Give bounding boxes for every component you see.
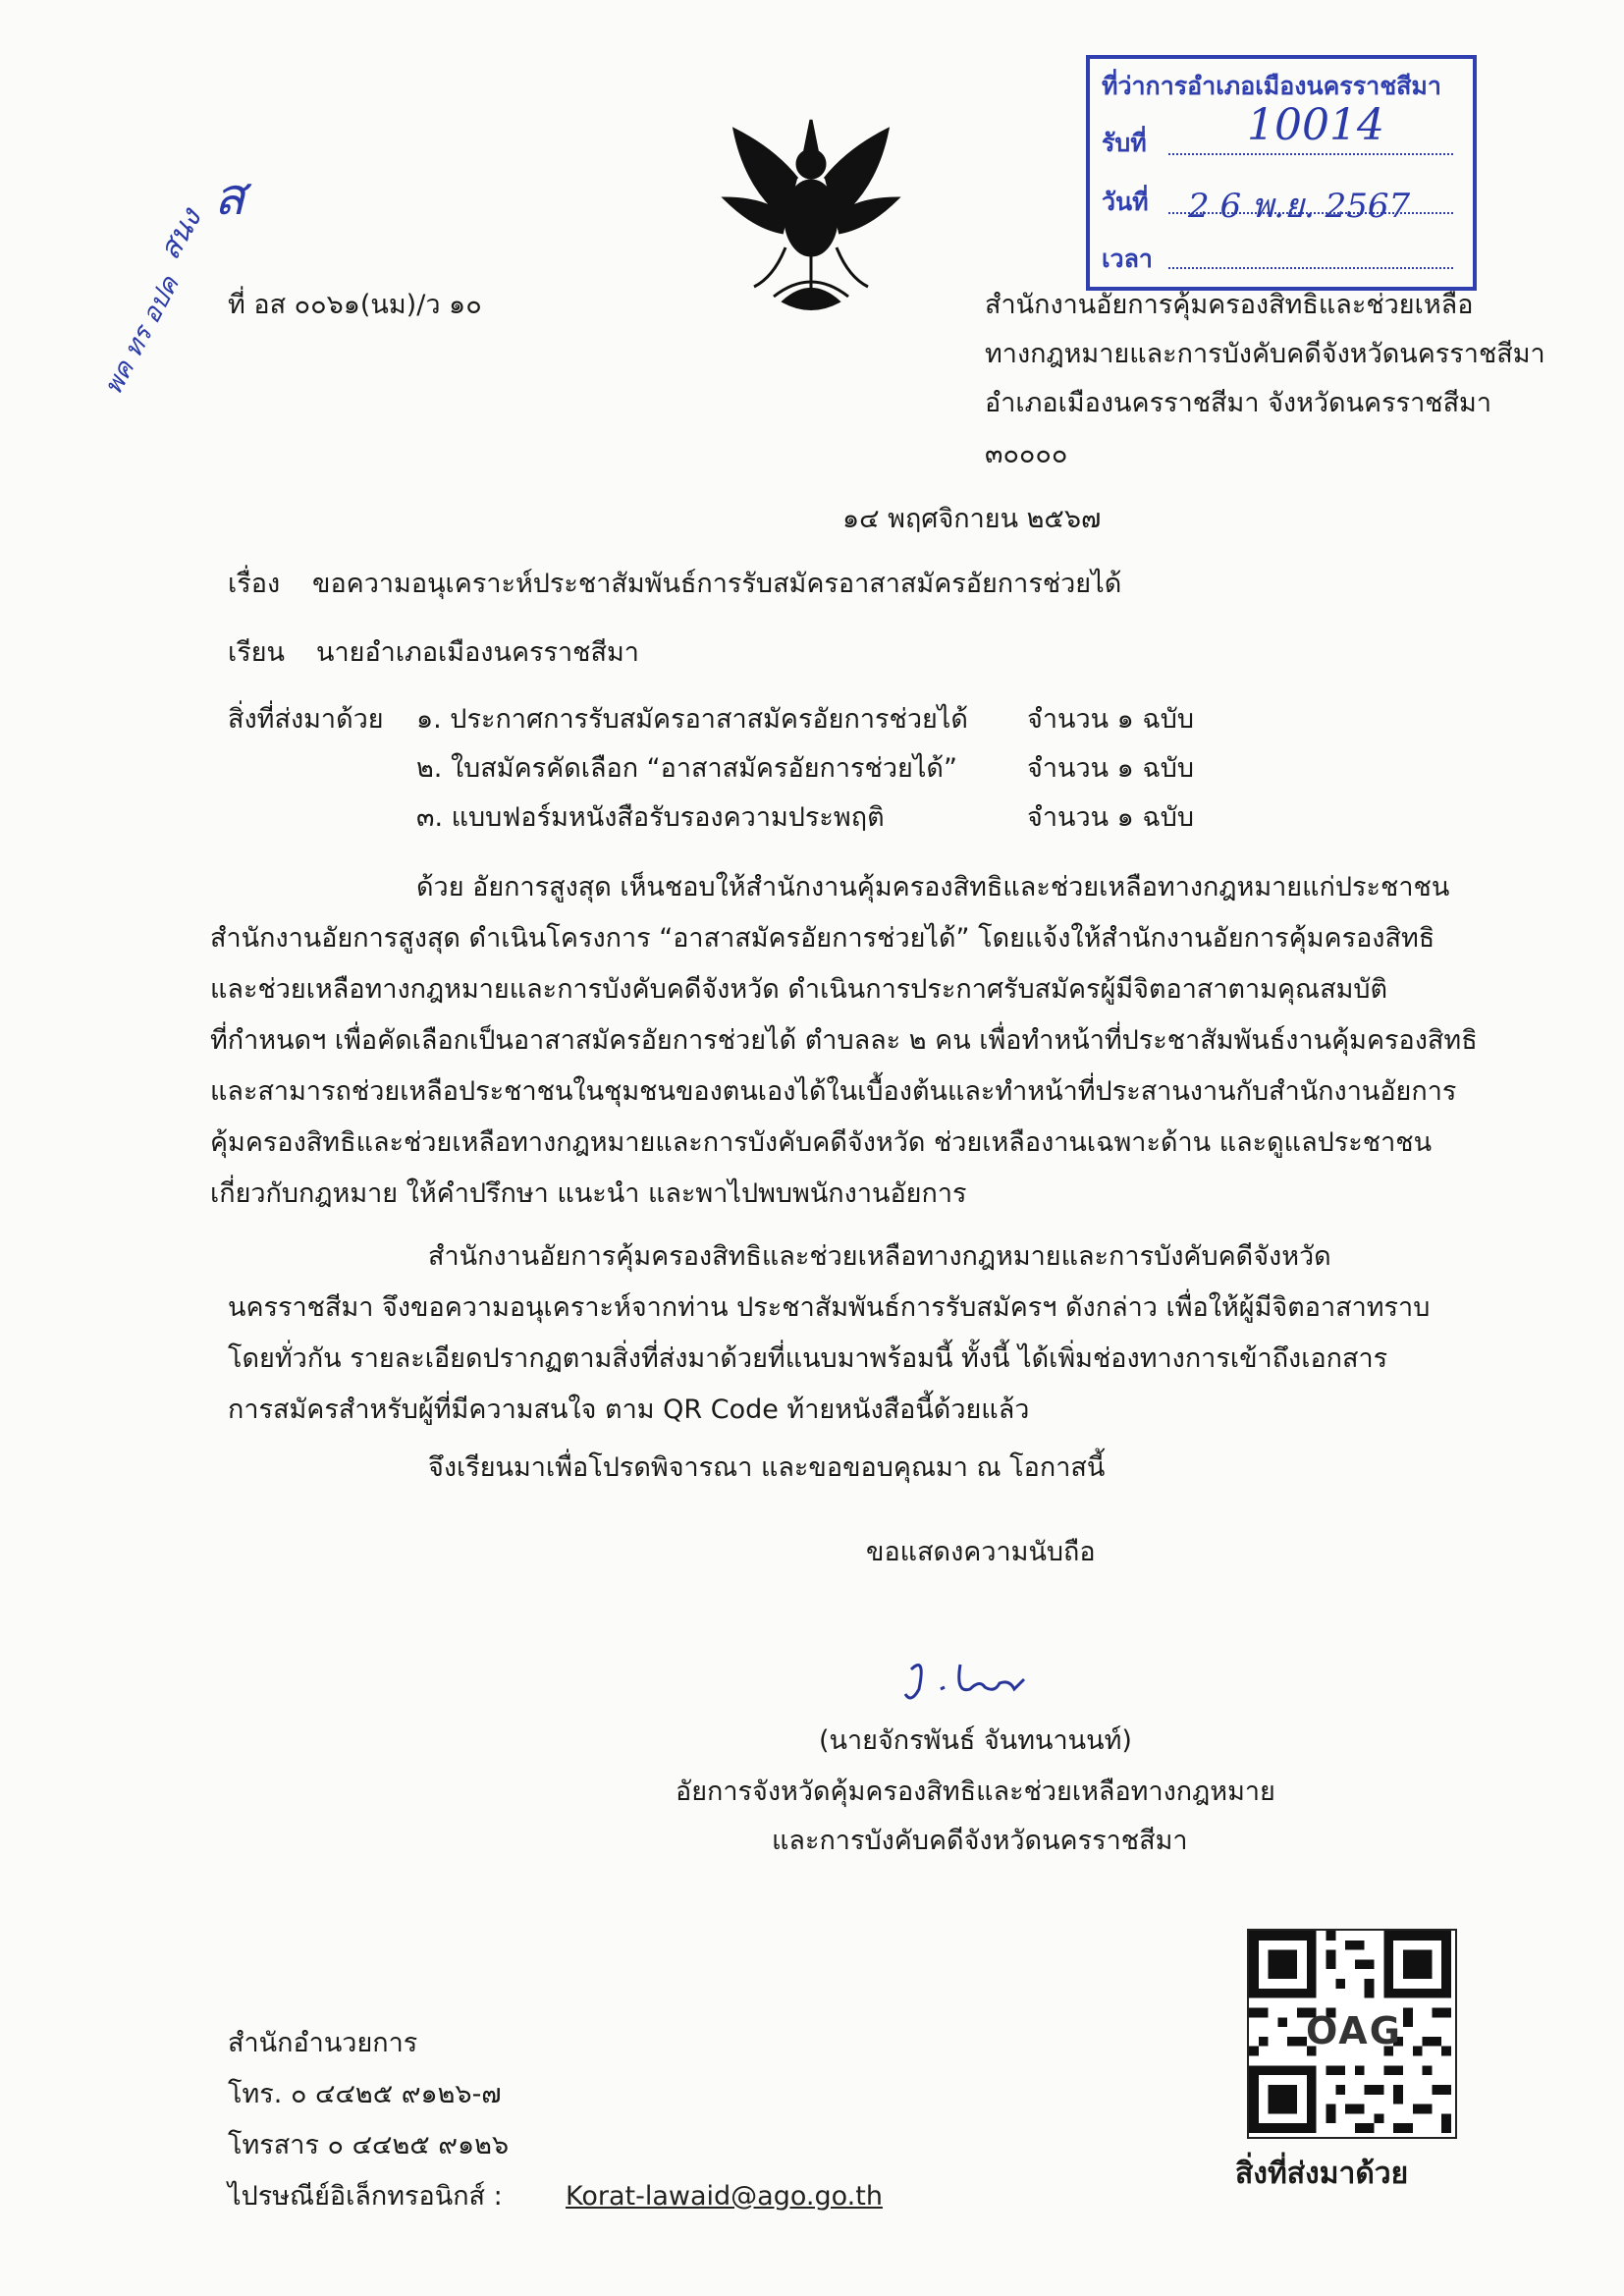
recipient-label: เรียน bbox=[228, 637, 286, 668]
enclosures-label: สิ่งที่ส่งมาด้วย bbox=[228, 704, 384, 735]
sender-address-line: ทางกฎหมายและการบังคับคดีจังหวัดนครราชสีมา bbox=[985, 339, 1545, 369]
signer-title-line: และการบังคับคดีจังหวัดนครราชสีมา bbox=[772, 1826, 1188, 1856]
body-line: การสมัครสำหรับผู้ที่มีความสนใจ ตาม QR Code ท้ายหนังสือนี้ด้วยแล้ว bbox=[228, 1394, 1030, 1425]
document-number: ที่ อส ๐๐๖๑(นม)/ว ๑๐ bbox=[228, 290, 482, 320]
enclosure-qty: จำนวน ๑ ฉบับ bbox=[1027, 802, 1195, 833]
body-line: และช่วยเหลือทางกฎหมายและการบังคับคดีจังหวัด ดำเนินการประกาศรับสมัครผู้มีจิตอาสาตามคุณสมบัติ bbox=[210, 974, 1388, 1005]
recipient: นายอำเภอเมืองนครราชสีมา bbox=[316, 637, 639, 668]
receipt-stamp bbox=[1086, 55, 1477, 291]
sender-address-line: อำเภอเมืองนครราชสีมา จังหวัดนครราชสีมา bbox=[985, 388, 1492, 418]
document-date: ๑๔ พฤศจิกายน ๒๕๖๗ bbox=[842, 504, 1102, 534]
body-line: และสามารถช่วยเหลือประชาชนในชุมชนของตนเองได้ในเบื้องต้นและทำหน้าที่ประสานงานกับสำนักงานอัยการ bbox=[210, 1076, 1457, 1107]
body-line: สำนักงานอัยการคุ้มครองสิทธิและช่วยเหลือทางกฎหมายและการบังคับคดีจังหวัด bbox=[428, 1241, 1331, 1272]
contact-email-label: ไปรษณีย์อิเล็กทรอนิกส์ : bbox=[228, 2181, 503, 2212]
signer-title-line: อัยการจังหวัดคุ้มครองสิทธิและช่วยเหลือทางกฎหมาย bbox=[676, 1777, 1275, 1807]
body-line: นครราชสีมา จึงขอความอนุเคราะห์จากท่าน ประชาสัมพันธ์การรับสมัครฯ ดังกล่าว เพื่อให้ผู้มีจิตอาสาทราบ bbox=[228, 1292, 1431, 1323]
stamp-date-value: 2 6 พ.ย. 2567 bbox=[1188, 187, 1411, 226]
body-line: ที่กำหนดฯ เพื่อคัดเลือกเป็นอาสาสมัครอัยการช่วยได้ ตำบลละ ๒ คน เพื่อทำหน้าที่ประชาสัมพันธ์งานคุ้มครองสิทธิ bbox=[210, 1025, 1478, 1056]
margin-note: สนง bbox=[152, 202, 209, 266]
body-line: ด้วย อัยการสูงสุด เห็นชอบให้สำนักงานคุ้มครองสิทธิและช่วยเหลือทางกฎหมายแก่ประชาชน bbox=[416, 872, 1450, 902]
qr-logo: OAG bbox=[1306, 2009, 1402, 2052]
enclosure-qty: จำนวน ๑ ฉบับ bbox=[1027, 704, 1195, 735]
enclosure-item: ๑. ประกาศการรับสมัครอาสาสมัครอัยการช่วยได้ bbox=[416, 704, 968, 735]
stamp-time-label: เวลา bbox=[1102, 245, 1153, 273]
margin-note: ส bbox=[214, 168, 245, 227]
subject: ขอความอนุเคราะห์ประชาสัมพันธ์การรับสมัครอาสาสมัครอัยการช่วยได้ bbox=[312, 569, 1122, 599]
closing: ขอแสดงความนับถือ bbox=[866, 1537, 1096, 1567]
subject-label: เรื่อง bbox=[228, 569, 281, 599]
contact-fax: โทรสาร ๐ ๔๔๒๕ ๙๑๒๖ bbox=[228, 2130, 510, 2160]
sender-address-line: สำนักงานอัยการคุ้มครองสิทธิและช่วยเหลือ bbox=[985, 290, 1474, 320]
qr-caption: สิ่งที่ส่งมาด้วย bbox=[1235, 2157, 1409, 2191]
body-line: เกี่ยวกับกฎหมาย ให้คำปรึกษา แนะนำ และพาไปพบพนักงานอัยการ bbox=[210, 1178, 967, 1209]
margin-note: พค ทร อปค bbox=[98, 271, 186, 400]
enclosure-qty: จำนวน ๑ ฉบับ bbox=[1027, 753, 1195, 784]
contact-email-link[interactable]: Korat-lawaid@ago.go.th bbox=[566, 2181, 883, 2212]
stamp-office: ที่ว่าการอำเภอเมืองนครราชสีมา bbox=[1102, 72, 1441, 100]
body-line: สำนักงานอัยการสูงสุด ดำเนินโครงการ “อาสาสมัครอัยการช่วยได้” โดยแจ้งให้สำนักงานอัยการคุ้มครองสิทธิ bbox=[210, 923, 1435, 954]
body-line: คุ้มครองสิทธิและช่วยเหลือทางกฎหมายและการบังคับคดีจังหวัด ช่วยเหลืองานเฉพาะด้าน และดูแลประชาชน bbox=[210, 1127, 1433, 1158]
closing-request: จึงเรียนมาเพื่อโปรดพิจารณา และขอขอบคุณมา ณ โอกาสนี้ bbox=[428, 1452, 1106, 1483]
enclosure-item: ๓. แบบฟอร์มหนังสือรับรองความประพฤติ bbox=[416, 802, 885, 833]
sender-address-line: ๓๐๐๐๐ bbox=[985, 439, 1068, 469]
signature bbox=[901, 1650, 1058, 1709]
stamp-receive-label: รับที่ bbox=[1102, 129, 1147, 157]
stamp-receive-no: 10014 bbox=[1247, 100, 1384, 150]
stamp-date-label: วันที่ bbox=[1102, 188, 1149, 216]
enclosure-item: ๒. ใบสมัครคัดเลือก “อาสาสมัครอัยการช่วยได้” bbox=[416, 753, 957, 784]
contact-phone: โทร. ๐ ๔๔๒๕ ๙๑๒๖-๗ bbox=[228, 2079, 502, 2109]
body-paragraph bbox=[210, 862, 1487, 1220]
contact-department: สำนักอำนวยการ bbox=[228, 2028, 418, 2058]
garuda-emblem-icon bbox=[715, 110, 907, 318]
body-line: โดยทั่วกัน รายละเอียดปรากฏตามสิ่งที่ส่งมาด้วยที่แนบมาพร้อมนี้ ทั้งนี้ ได้เพิ่มช่องทางการเข้าถึงเอกสาร bbox=[228, 1343, 1388, 1374]
body-paragraph bbox=[228, 1231, 1504, 1436]
qr-code[interactable] bbox=[1247, 1929, 1457, 2139]
signer-name: (นายจักรพันธ์ จันทนานนท์) bbox=[819, 1725, 1132, 1756]
